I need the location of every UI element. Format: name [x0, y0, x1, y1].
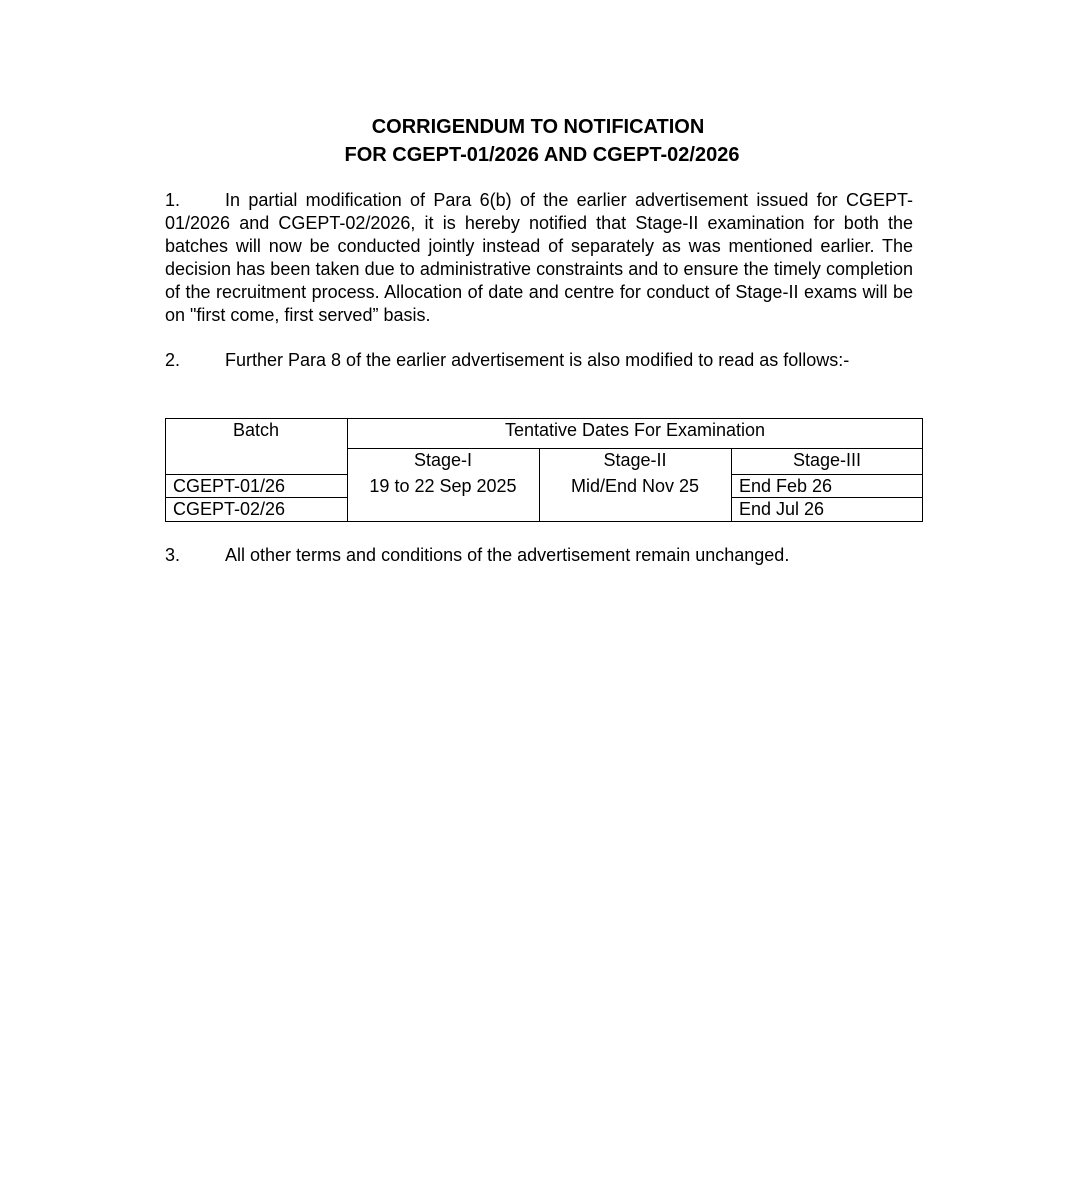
- document-title-line2: FOR CGEPT-01/2026 AND CGEPT-02/2026: [344, 144, 740, 166]
- table-row1-batch: CGEPT-01/26: [173, 476, 286, 496]
- table-header-stage1: Stage-I: [413, 450, 473, 470]
- paragraph-2-text: Further Para 8 of the earlier advertisement is also modified to read as follows:-: [225, 350, 850, 370]
- paragraph-3: [165, 544, 789, 567]
- table-row2-batch: CGEPT-02/26: [173, 499, 286, 519]
- table-row2-stage3: End Jul 26: [739, 499, 825, 519]
- paragraph-1: [165, 189, 913, 327]
- table-header-tentative-dates: Tentative Dates For Examination: [504, 420, 766, 440]
- table-border-bottom: [165, 521, 923, 522]
- paragraph-1-text: In partial modification of Para 6(b) of the earlier advertisement issued for CGEPT-01/2026 and CGEPT-02/2026, it is hereby notified that Stage-II examination for both the batches will now be conducted jointly instead of separately as was mentioned earlier. The decision has been taken due to administrative constraints and to ensure the timely completion of the recruitment process. Allocation of date and centre for conduct of Stage-II exams will be on "first come, first served” basis.: [165, 190, 913, 325]
- paragraph-2: [165, 349, 913, 372]
- paragraph-1-number: 1.: [165, 190, 181, 210]
- paragraph-2-number: 2.: [165, 350, 181, 370]
- document-title-line1: CORRIGENDUM TO NOTIFICATION: [371, 116, 705, 138]
- table-row1-stage3: End Feb 26: [739, 476, 833, 496]
- paragraph-3-text: All other terms and conditions of the advertisement remain unchanged.: [225, 545, 790, 565]
- paragraph-3-number: 3.: [165, 545, 181, 565]
- table-stage2-dates: Mid/End Nov 25: [570, 476, 700, 496]
- table-header-stage3: Stage-III: [792, 450, 862, 470]
- table-header-batch: Batch: [232, 420, 280, 440]
- table-stage1-dates: 19 to 22 Sep 2025: [369, 476, 517, 496]
- table-header-stage2: Stage-II: [603, 450, 667, 470]
- exam-dates-table: [165, 418, 923, 522]
